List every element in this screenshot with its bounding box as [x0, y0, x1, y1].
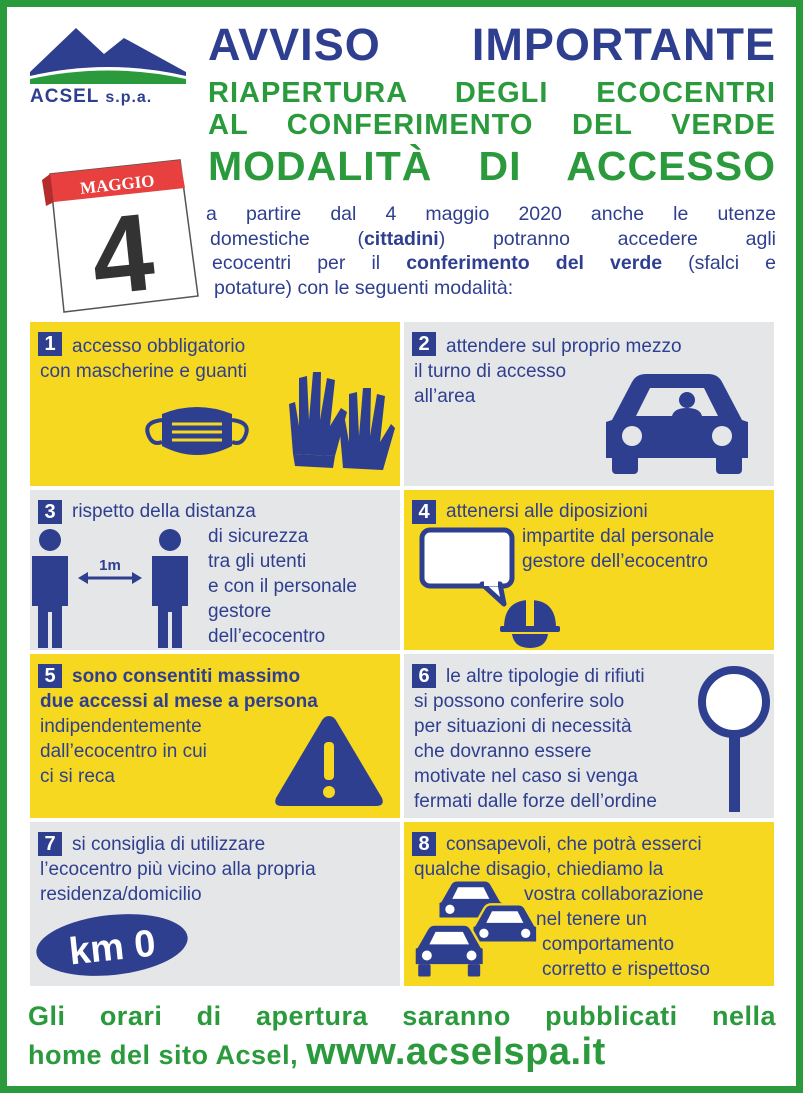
rule-line: impartite dal personale: [522, 526, 715, 547]
rule-line: attendere sul proprio mezzo: [446, 336, 682, 357]
rule-line: l’ecocentro più vicino alla propria: [40, 859, 316, 880]
face-mask-icon: [142, 402, 252, 462]
rule-line: per situazioni di necessità: [414, 716, 632, 737]
rule-line: fermati dalle forze dell’ordine: [414, 791, 657, 812]
rule-line: accesso obbligatorio: [72, 336, 246, 357]
rule-4: [404, 490, 774, 650]
rule-7: [30, 822, 400, 986]
footer-text: [28, 998, 776, 1073]
intro-line-2c: ) potranno accedere agli: [438, 227, 776, 250]
rule-number: 6: [412, 664, 436, 688]
rule-line: le altre tipologie di rifiuti: [446, 666, 645, 687]
gloves-icon: [285, 364, 395, 479]
rule-line: attenersi alle diposizioni: [446, 501, 648, 522]
rule-3: [30, 490, 400, 650]
rule-line: si possono conferire solo: [414, 691, 625, 712]
logo-suffix: s.p.a.: [105, 89, 153, 106]
page-title: AVVISO IMPORTANTE: [208, 19, 776, 70]
rule-line: due accessi al mese a persona: [40, 691, 318, 712]
rule-line: indipendentemente: [40, 716, 202, 737]
km0-badge: [34, 910, 194, 980]
rule-number: 7: [38, 832, 62, 856]
rule-number: 2: [412, 332, 436, 356]
rule-line: residenza/domicilio: [40, 884, 202, 905]
rule-line: gestore: [208, 601, 272, 622]
intro-line-3a: ecocentri per il: [212, 252, 407, 274]
intro-citizens: cittadini: [363, 227, 439, 250]
distance-label: 1m: [99, 557, 121, 574]
rule-line: con mascherine e guanti: [40, 361, 248, 382]
km0-label: km 0: [67, 922, 158, 974]
rule-text: [40, 334, 247, 384]
rule-line: qualche disagio, chiediamo la: [414, 859, 664, 880]
rule-line: consapevoli, che potrà esserci: [446, 834, 702, 855]
rule-line: si consiglia di utilizzare: [72, 834, 266, 855]
intro-green-waste: conferimento del verde: [406, 252, 663, 274]
rule-number: 4: [412, 500, 436, 524]
rule-line: all’area: [414, 386, 476, 407]
car-icon: [602, 368, 752, 478]
rule-line: il turno di accesso: [414, 361, 567, 382]
rule-8: [404, 822, 774, 986]
rule-6: [404, 654, 774, 818]
intro-text: [206, 202, 776, 300]
intro-line-3: [206, 251, 776, 276]
website-link[interactable]: www.acselspa.it: [306, 1031, 606, 1073]
calendar-month: MAGGIO: [79, 171, 156, 198]
speech-worker-icon: [418, 526, 588, 648]
rule-line: comportamento: [542, 934, 675, 955]
footer-line-2: [28, 1031, 776, 1073]
social-distance-icon: [30, 526, 205, 650]
traffic-cars-icon: [412, 878, 540, 982]
rule-line: di sicurezza: [208, 526, 309, 547]
calendar-icon: [22, 140, 212, 320]
intro-line-1: a partire dal 4 maggio 2020 anche le utenze: [206, 203, 776, 225]
rule-number: 1: [38, 332, 62, 356]
rule-5: [30, 654, 400, 818]
intro-line-3c: (sfalci e: [662, 252, 776, 274]
rule-number: 5: [38, 664, 62, 688]
stop-sign-icon: [694, 662, 772, 812]
rule-2: [404, 322, 774, 486]
access-title: MODALITÀ DI ACCESSO: [208, 143, 776, 189]
rule-1: [30, 322, 400, 486]
rule-line: nel tenere un: [536, 909, 647, 930]
intro-line-2a: domestiche (: [210, 227, 364, 250]
rules-grid: [30, 322, 774, 986]
rule-line: dall’ecocentro in cui: [40, 741, 207, 762]
rule-line: rispetto della distanza: [72, 501, 256, 522]
rule-line: dell’ecocentro: [208, 626, 326, 647]
intro-line-4: potature) con le seguenti modalità:: [214, 276, 514, 299]
calendar-day: 4: [85, 190, 160, 319]
rule-text: [414, 664, 657, 814]
rule-line: e con il personale: [208, 576, 357, 597]
rule-line: tra gli utenti: [208, 551, 307, 572]
rule-line: corretto e rispettoso: [542, 959, 710, 980]
rule-line: sono consentiti massimo: [72, 666, 301, 687]
logo-brand: ACSEL: [30, 86, 100, 107]
rule-line: ci si reca: [40, 766, 115, 787]
intro-line-2: [206, 227, 776, 252]
logo-text: [30, 86, 152, 108]
rule-line: vostra collaborazione: [524, 884, 704, 905]
footer-line-2-text: home del sito Acsel,: [28, 1040, 299, 1070]
rule-number: 8: [412, 832, 436, 856]
subtitle-line-1: RIAPERTURA DEGLI ECOCENTRI: [208, 77, 776, 109]
rule-line: motivate nel caso si venga: [414, 766, 638, 787]
rule-line: gestore dell’ecocentro: [522, 551, 708, 572]
footer-line-1: Gli orari di apertura saranno pubblicati nella: [28, 1001, 776, 1031]
rule-text: [40, 832, 316, 907]
subtitle-line-2: AL CONFERIMENTO DEL VERDE: [208, 109, 776, 141]
rule-line: che dovranno essere: [414, 741, 592, 762]
rule-number: 3: [38, 500, 62, 524]
warning-icon: [272, 712, 386, 810]
